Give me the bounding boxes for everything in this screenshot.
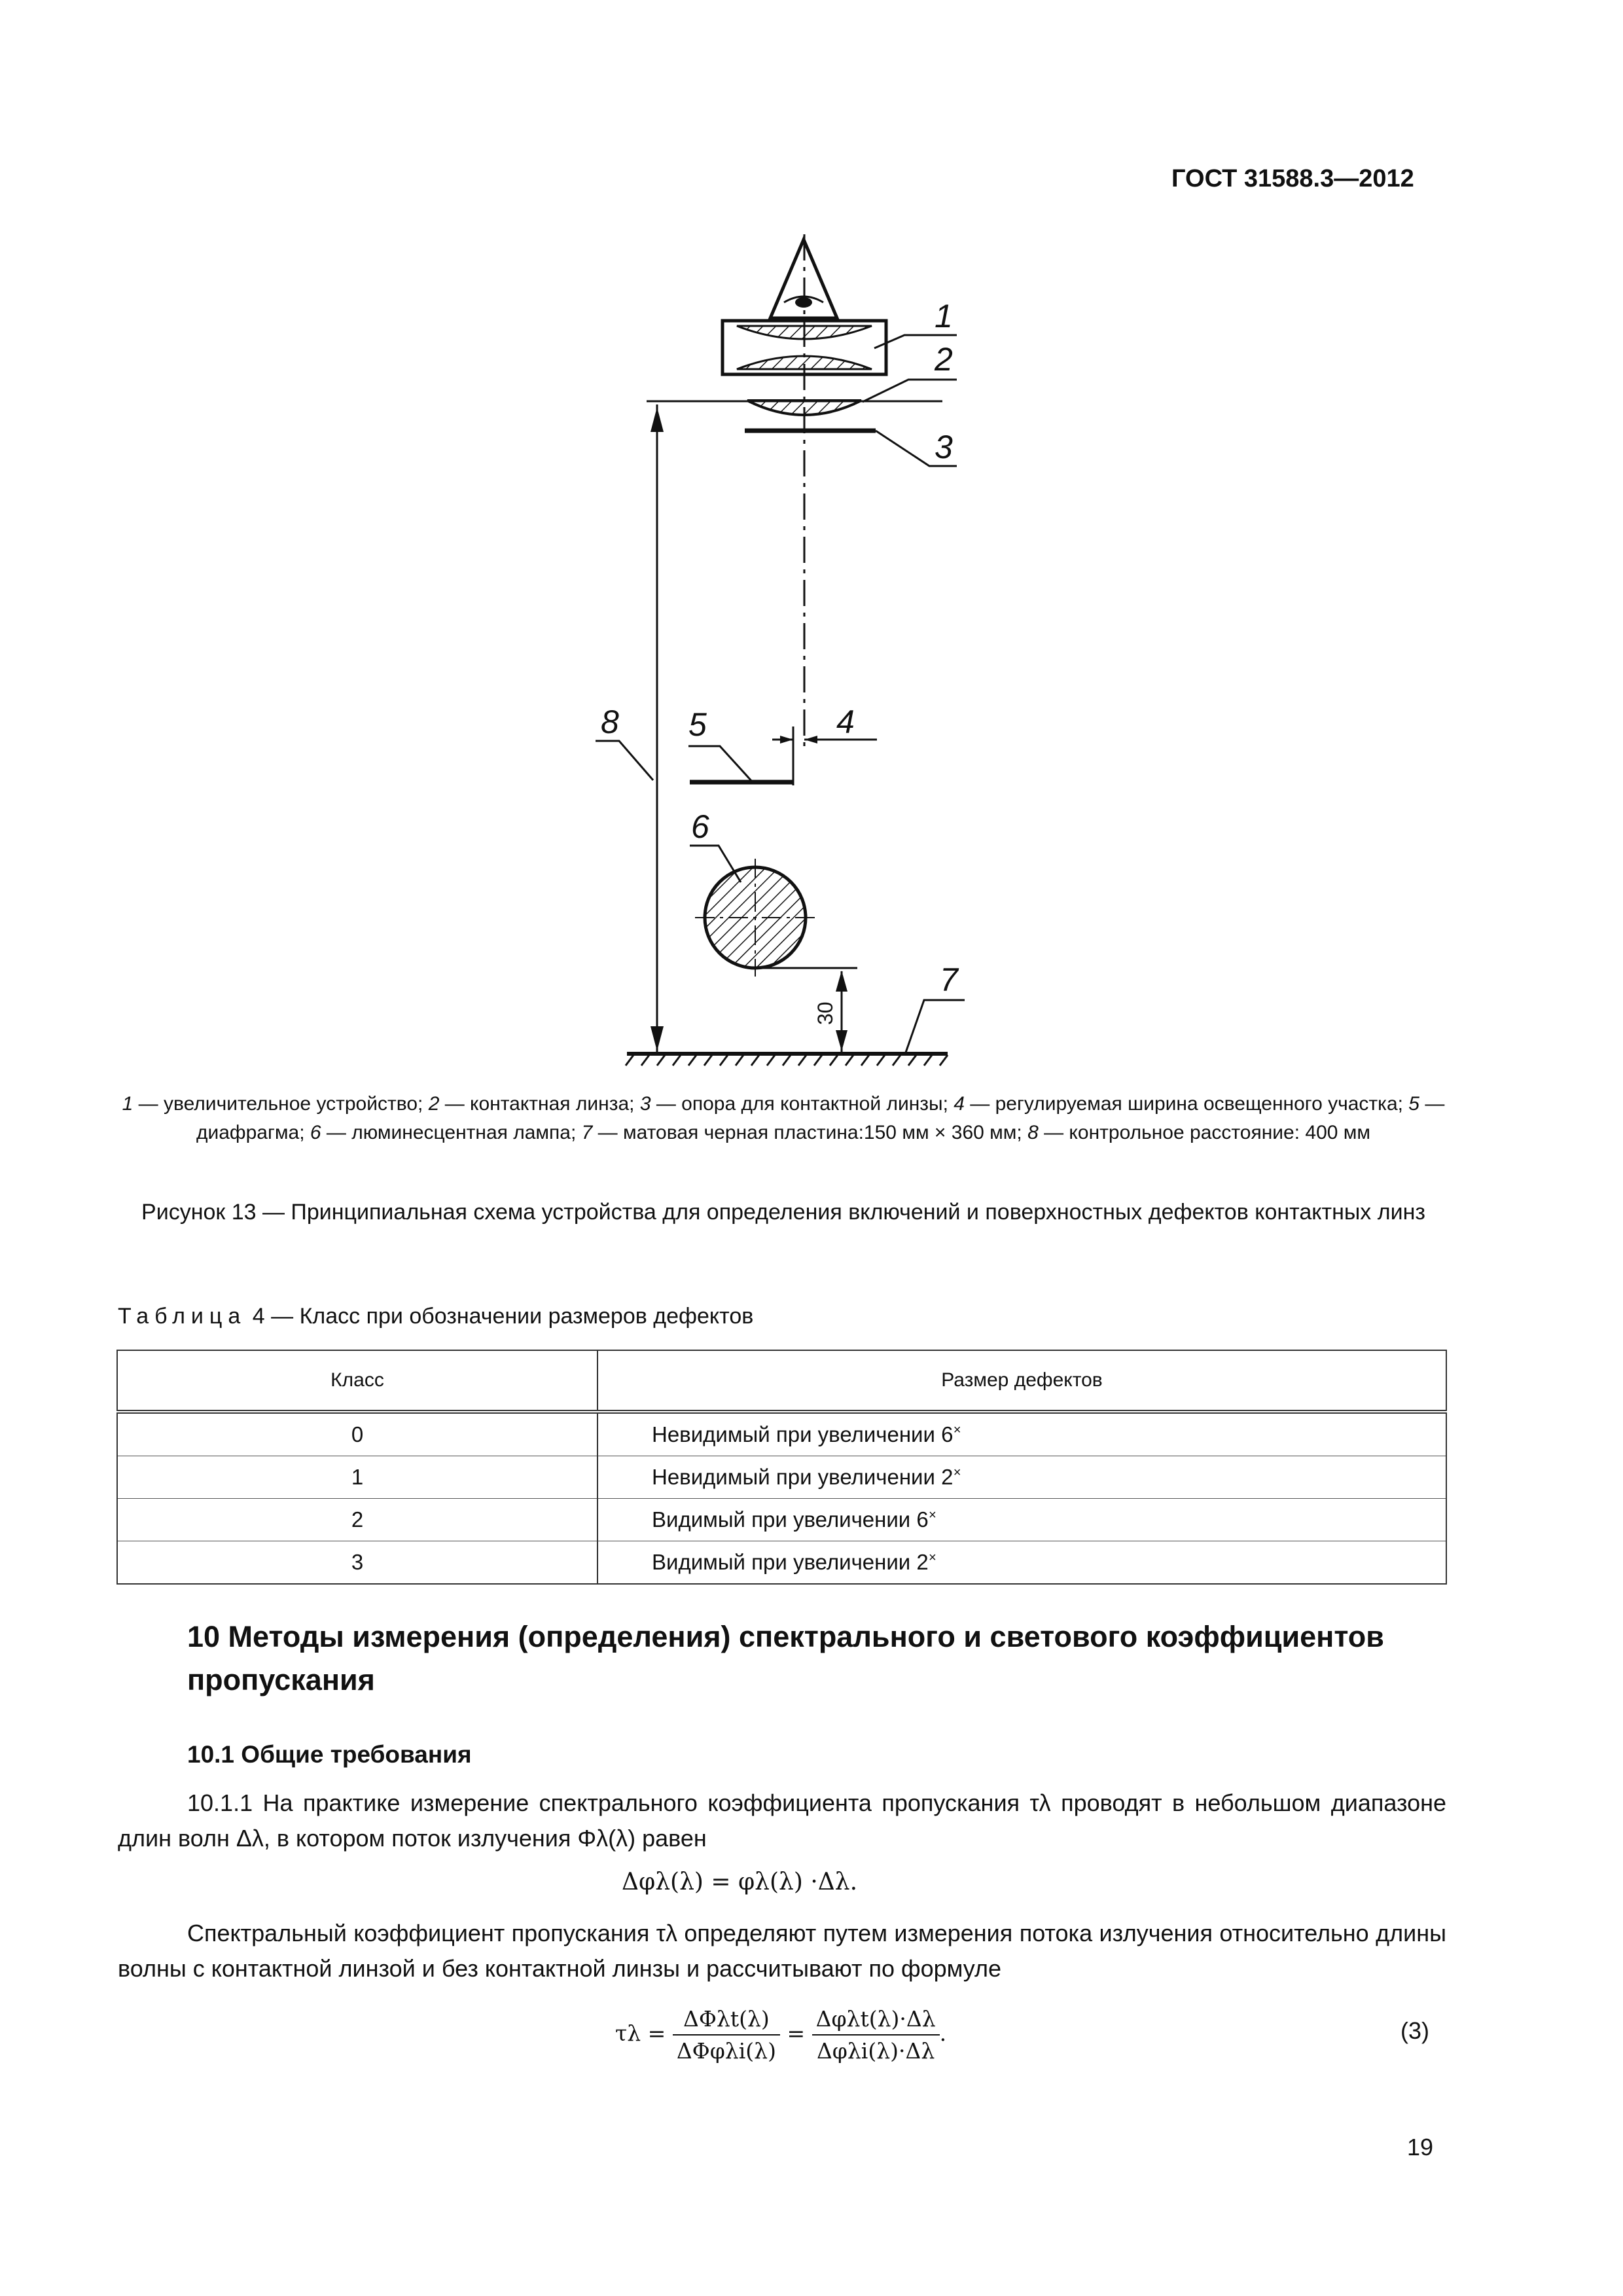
page-number: 19: [1407, 2134, 1434, 2161]
base-plate: [626, 1054, 948, 1066]
table-row: [117, 1412, 1446, 1456]
defects-table: [116, 1350, 1447, 1585]
figure-label-5: 5: [688, 706, 707, 743]
legend-num: 8: [1027, 1122, 1039, 1143]
figure-label-8: 8: [601, 704, 619, 740]
paragraph-spectral-coefficient: Спектральный коэффициент пропускания τλ определяют путем измерения потока излучения относительно длины волны с контактной линзой и без контактной линзы и рассчитывают по формуле: [118, 1920, 1446, 1982]
legend-num: 5: [1408, 1093, 1419, 1115]
figure-label-4: 4: [836, 704, 855, 740]
legend-num: 4: [954, 1093, 965, 1115]
table-caption-label: Таблица: [118, 1304, 247, 1329]
legend-text: — регулируемая ширина освещенного участка;: [964, 1093, 1409, 1115]
formula-lhs: τλ =: [615, 2020, 666, 2046]
legend-num: 3: [639, 1093, 651, 1115]
fraction-2: $\frac{\text{Δφλt(λ)·Δλ}}{\text{Δφλi(λ)·Δλ}}$: [812, 2006, 940, 2064]
legend-text: — опора для контактной линзы;: [651, 1093, 954, 1115]
figure-legend: [119, 1090, 1448, 1147]
figure-label-2: 2: [935, 341, 953, 378]
legend-num: 1: [122, 1093, 134, 1115]
legend-text: — диафрагма;: [196, 1093, 1445, 1143]
cell-class: 1: [117, 1456, 597, 1499]
formula-3: τλ = $\frac{\text{ΔΦλt(λ)}}{\text{ΔΦφλi(λ)}}$ = $\frac{\text{Δφλt(λ)·Δλ}}{\text{Δφλi(λ)·Δλ}}$ .: [615, 2006, 947, 2064]
table-row: [117, 1456, 1446, 1499]
figure-label-7: 7: [940, 961, 958, 998]
legend-text: — люминесцентная лампа;: [321, 1122, 582, 1143]
table-caption-text: — Класс при обозначении размеров дефектов: [271, 1304, 754, 1329]
fluorescent-lamp: [695, 859, 815, 977]
legend-num: 2: [428, 1093, 440, 1115]
section-heading: 10 Методы измерения (определения) спектрального и светового коэффициентов пропускания: [187, 1620, 1384, 1696]
equation-number: (3): [1400, 2017, 1429, 2044]
figure-label-6: 6: [691, 808, 709, 845]
dimension-30-label: 30: [813, 1001, 837, 1025]
device-schematic-figure: [0, 0, 1623, 1086]
figure-label-1: 1: [935, 298, 953, 334]
paragraph-10-1-1: 10.1.1 На практике измерение спектрального коэффициента пропускания τλ проводят в небольшом диапазоне длин волн Δλ, в котором поток излучения Φλ(λ) равен: [118, 1789, 1446, 1852]
legend-text: — контактная линза;: [439, 1093, 640, 1115]
figure-caption: Рисунок 13 — Принципиальная схема устройства для определения включений и поверхностных дефектов контактных линз: [141, 1200, 1425, 1225]
legend-text: — матовая черная пластина:150 мм × 360 мм;: [592, 1122, 1028, 1143]
standard-code: ГОСТ 31588.3—2012: [1171, 165, 1414, 192]
cell-class: 2: [117, 1499, 597, 1541]
table-row: [117, 1541, 1446, 1585]
legend-num: 6: [310, 1122, 321, 1143]
cell-size: Видимый при увеличении 6×: [597, 1499, 1446, 1541]
cell-size: Невидимый при увеличении 6×: [597, 1412, 1446, 1456]
figure-label-3: 3: [935, 429, 953, 465]
table-caption: [118, 1304, 753, 1329]
legend-num: 7: [581, 1122, 593, 1143]
cell-class: 3: [117, 1541, 597, 1585]
cell-size: Невидимый при увеличении 2×: [597, 1456, 1446, 1499]
cell-size: Видимый при увеличении 2×: [597, 1541, 1446, 1585]
table-header-row: [117, 1350, 1446, 1412]
legend-text: — увеличительное устройство;: [133, 1093, 429, 1115]
legend-text: — контрольное расстояние: 400 мм: [1038, 1122, 1371, 1143]
formula-equals: =: [787, 2020, 806, 2046]
table-row: [117, 1499, 1446, 1541]
cell-class: 0: [117, 1412, 597, 1456]
formula-flux-delta: Δφλ(λ) = φλ(λ) ·Δλ.: [622, 1869, 858, 1895]
column-header-size: Размер дефектов: [597, 1350, 1446, 1412]
fraction-1: $\frac{\text{ΔΦλt(λ)}}{\text{ΔΦφλi(λ)}}$: [673, 2006, 780, 2064]
subsection-heading: 10.1 Общие требования: [187, 1741, 472, 1768]
table-caption-number: 4: [252, 1304, 265, 1329]
column-header-class: Класс: [117, 1350, 597, 1412]
